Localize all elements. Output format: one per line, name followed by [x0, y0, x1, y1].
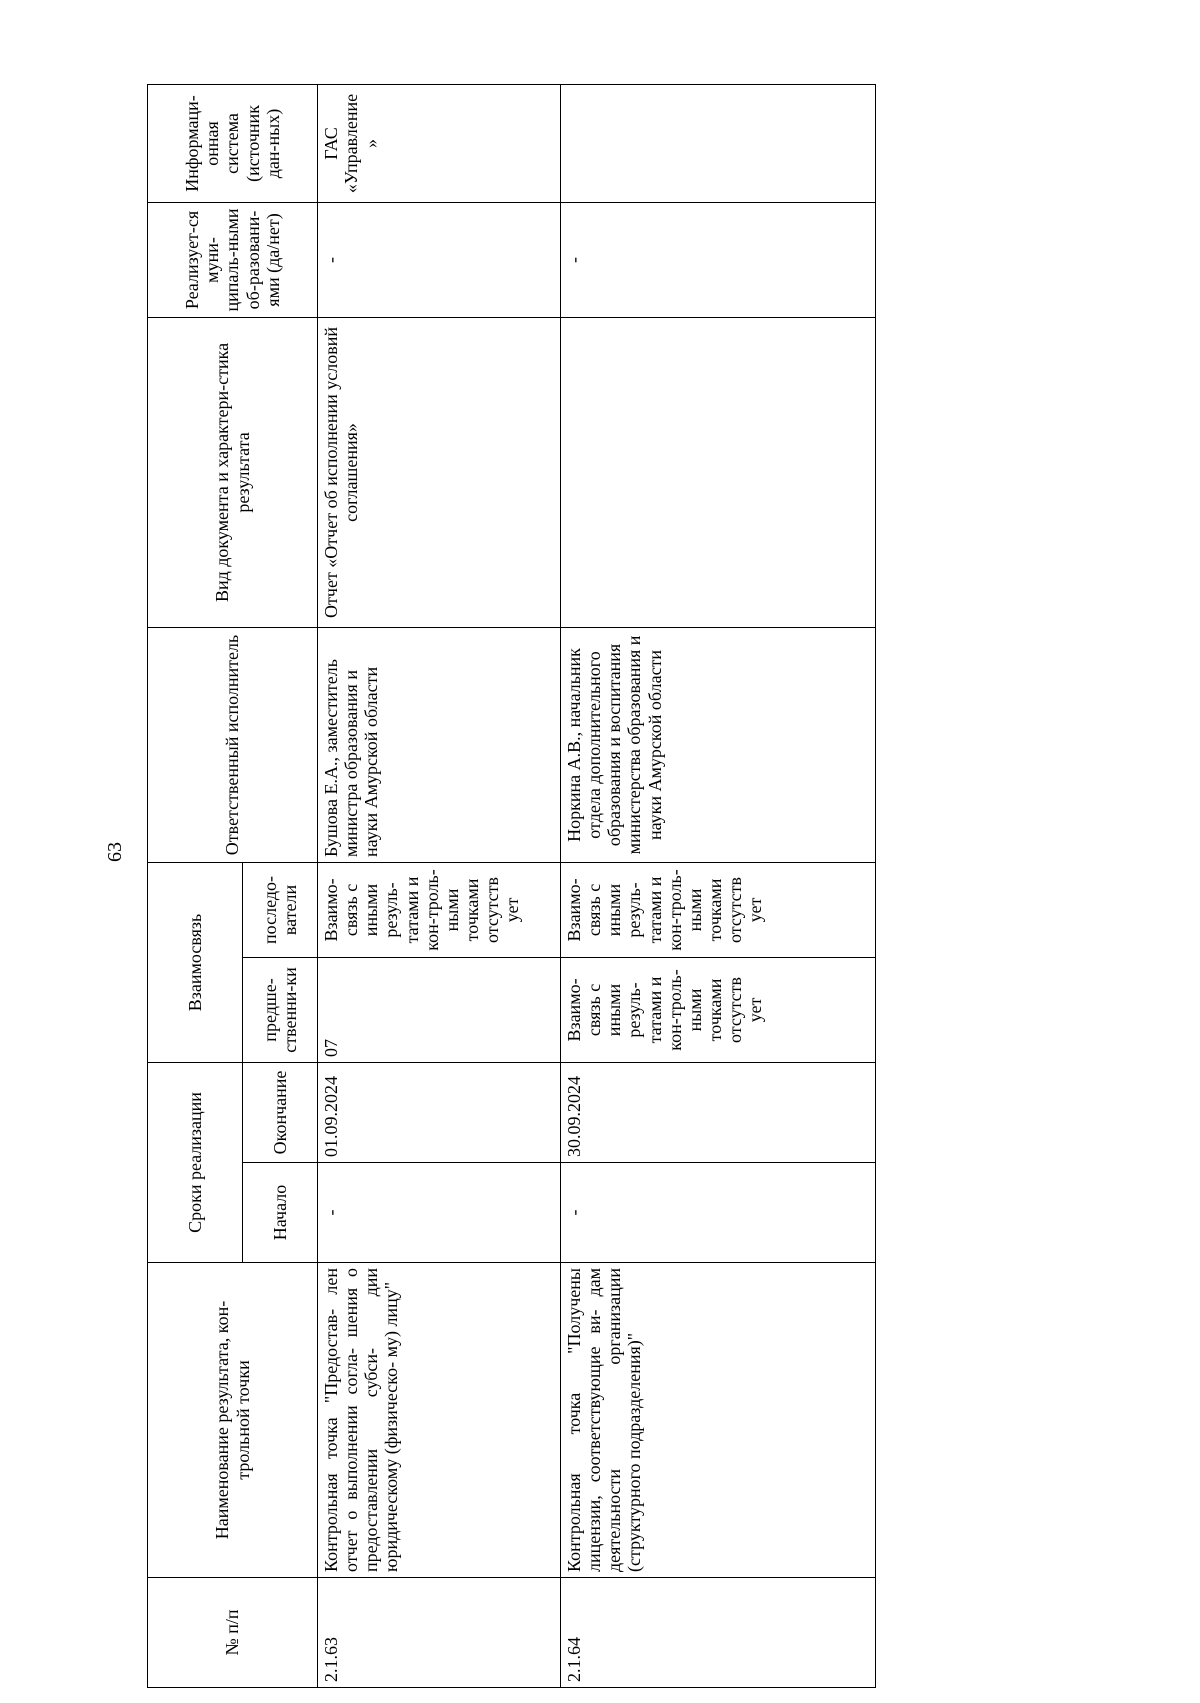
row-municipal: -: [318, 202, 561, 317]
header-terms: Сроки реализации: [148, 1062, 243, 1262]
row-succ: Взаимо-связь с иными резуль-татами и кон-троль-ными точками отсутств ует: [318, 862, 561, 957]
row-system: [561, 84, 876, 202]
rotated-table-container: [147, 85, 875, 1688]
row-name: Контрольная точка "Получены лицензии, соответствующие ви- дам деятельности организации (структурного подразделения)": [561, 1263, 876, 1578]
row-end: 30.09.2024: [561, 1062, 876, 1162]
row-num: 2.1.64: [561, 1578, 876, 1688]
row-start: -: [318, 1163, 561, 1263]
row-doc: Отчет «Отчет об исполнении условий соглашения»: [318, 317, 561, 627]
row-succ: Взаимо-связь с иными резуль-татами и кон-троль-ными точками отсутств ует: [561, 862, 876, 957]
header-end: Окончание: [243, 1062, 318, 1162]
header-pred: предше-ственни-ки: [243, 957, 318, 1062]
table-row: [561, 84, 876, 1687]
header-link: Взаимосвязь: [148, 862, 243, 1062]
row-start: -: [561, 1163, 876, 1263]
row-municipal: -: [561, 202, 876, 317]
header-executor: Ответственный исполнитель: [148, 627, 318, 862]
row-pred: 07: [318, 957, 561, 1062]
header-doc: Вид документа и характери-стика результата: [148, 317, 318, 627]
row-name: Контрольная точка "Предостав- лен отчет о выполнении согла- шения о предоставлении субси- дии юридическому (физическо- му) лицу": [318, 1263, 561, 1578]
header-system: Информаци-онная система (источник дан-ных): [148, 84, 318, 202]
header-start: Начало: [243, 1163, 318, 1263]
row-num: 2.1.63: [318, 1578, 561, 1688]
row-doc: [561, 317, 876, 627]
table-row: [318, 84, 561, 1687]
row-executor: Бушова Е.А., заместитель министра образования и науки Амурской области: [318, 627, 561, 862]
header-succ: последо-ватели: [243, 862, 318, 957]
page-number: 63: [104, 842, 126, 862]
header-name: Наименование результата, кон-трольной точки: [148, 1263, 318, 1578]
row-system: ГАС «Управление »: [318, 84, 561, 202]
row-end: 01.09.2024: [318, 1062, 561, 1162]
header-num: № п/п: [148, 1578, 318, 1688]
row-executor: Норкина А.В., начальник отдела дополнительного образования и воспитания министерства образования и науки Амурской области: [561, 627, 876, 862]
results-table: [147, 84, 876, 1688]
row-pred: Взаимо-связь с иными резуль-татами и кон-троль-ными точками отсутств ует: [561, 957, 876, 1062]
header-municipal: Реализует-ся муни-ципаль-ными об-разовани-ями (да/нет): [148, 202, 318, 317]
